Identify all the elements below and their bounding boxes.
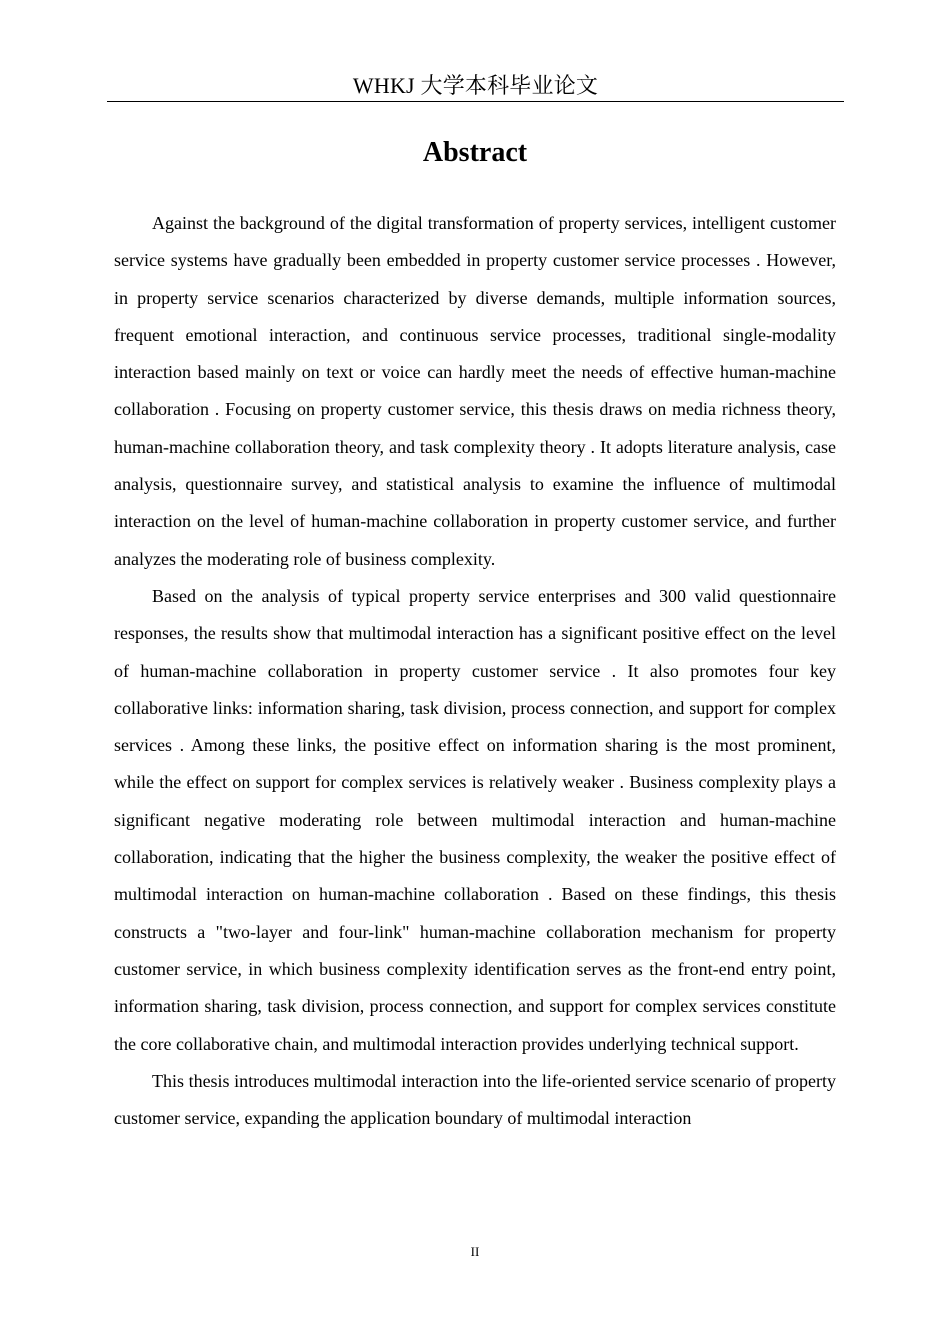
abstract-body <box>114 205 836 1137</box>
paragraph-2: Based on the analysis of typical property service enterprises and 300 valid questionnaire responses, the results show that multimodal interaction has a significant positive effect on the level of human-machine collaboration in property customer service . It also promotes four key collaborative links: information sharing, task division, process connection, and support for complex services . Among these links, the positive effect on information sharing is the most prominent, while the effect on support for complex services is relatively weaker . Business complexity plays a significant negative moderating role between multimodal interaction and human-machine collaboration, indicating that the higher the business complexity, the weaker the positive effect of multimodal interaction on human-machine collaboration . Based on these findings, this thesis constructs a "two-layer and four-link" human-machine collaboration mechanism for property customer service, in which business complexity identification serves as the front-end entry point, information sharing, task division, process connection, and support for complex services constitute the core collaborative chain, and multimodal interaction provides underlying technical support. <box>114 585 836 1054</box>
page-number: II <box>470 1244 480 1259</box>
abstract-title: Abstract <box>422 137 528 168</box>
paragraph-3: This thesis introduces multimodal interaction into the life-oriented service scenario of property customer service, expanding the application boundary of multimodal interaction <box>114 1070 836 1129</box>
paragraph-1: Against the background of the digital transformation of property services, intelligent customer service systems have gradually been embedded in property customer service processes . However, in property service scenarios characterized by diverse demands, multiple information sources, frequent emotional interaction, and continuous service processes, traditional single-modality interaction based mainly on text or voice can hardly meet the needs of effective human-machine collaboration . Focusing on property customer service, this thesis draws on media richness theory, human-machine collaboration theory, and task complexity theory . It adopts literature analysis, case analysis, questionnaire survey, and statistical analysis to examine the influence of multimodal interaction on the level of human-machine collaboration in property customer service, and further analyzes the moderating role of business complexity. <box>114 213 836 569</box>
header-text: WHKJ 大学本科毕业论文 <box>352 73 599 98</box>
running-header <box>107 70 844 102</box>
